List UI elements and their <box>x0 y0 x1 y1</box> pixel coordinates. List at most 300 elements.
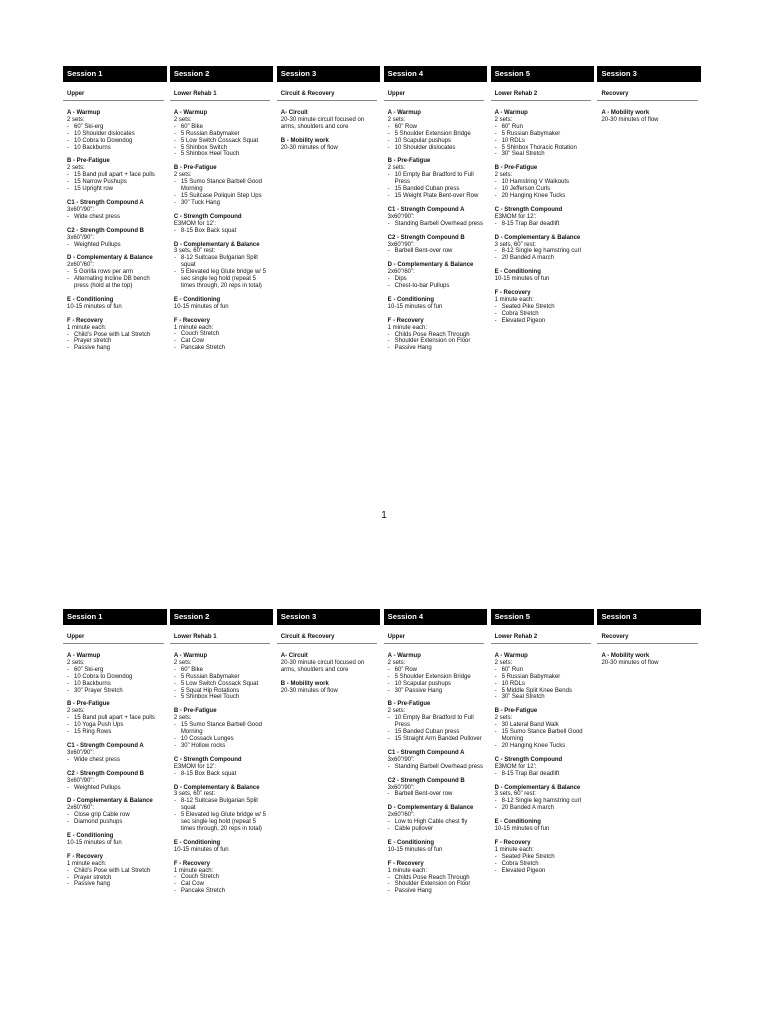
session-subtitle: Circuit & Recovery <box>277 82 378 101</box>
exercise-item <box>67 179 164 186</box>
bullet-dash: - <box>67 186 69 193</box>
bullet-dash: - <box>173 151 176 158</box>
bullet-dash: - <box>494 248 497 255</box>
exercise-text: 60” Ski-erg <box>74 666 104 673</box>
exercise-item <box>495 151 592 158</box>
bullet-dash: - <box>494 151 497 158</box>
section-note: 1 minute each: <box>67 860 107 867</box>
exercise-text: Wide chest press <box>74 756 121 763</box>
exercise-text: 30” Passive Hang <box>394 687 443 694</box>
bullet-dash: - <box>67 179 69 186</box>
exercise-item <box>174 888 271 895</box>
workout-section <box>67 771 164 792</box>
section-title: A - Mobility work <box>601 653 650 659</box>
exercise-item <box>174 269 271 290</box>
bullet-dash: - <box>173 881 176 888</box>
exercise-item <box>67 681 164 688</box>
workout-section <box>174 242 271 290</box>
section-title: D - Complementary & Balance <box>173 784 260 791</box>
bullet-dash: - <box>67 172 69 179</box>
session-body <box>277 644 384 695</box>
exercise-text: 10 Empty Bar Bradford to Full Press <box>394 715 474 729</box>
section-note: 10-15 minutes of fun <box>67 303 122 310</box>
exercise-text: 5 Middle Split Knee Bends <box>501 687 572 694</box>
session-body <box>384 101 491 352</box>
exercise-text: Low to High Cable chest fly <box>394 819 468 826</box>
session-subtitle: Lower Rehab 2 <box>491 625 592 644</box>
section-title: F - Recovery <box>494 839 531 846</box>
bullet-dash: - <box>67 680 69 687</box>
section-note: 2 sets: <box>387 659 406 666</box>
section-note: 2x60”/60”: <box>67 805 95 812</box>
section-title: B - Pre-Fatigue <box>494 708 538 715</box>
exercise-item <box>67 757 164 764</box>
section-title: C - Strength Compound <box>173 756 242 763</box>
workout-section <box>281 138 378 152</box>
workout-section <box>67 653 164 694</box>
section-title: B - Mobility work <box>280 680 329 687</box>
bullet-dash: - <box>387 248 390 255</box>
exercise-item <box>388 688 485 695</box>
section-title: E - Conditioning <box>387 296 434 303</box>
bullet-dash: - <box>67 144 69 151</box>
exercise-item <box>174 331 271 338</box>
bullet-dash: - <box>173 666 176 673</box>
exercise-text: 8-12 Single leg hamstring curl <box>501 248 581 255</box>
section-note: 2 sets: <box>494 715 513 722</box>
section-title: C1 - Strength Compound A <box>387 206 465 213</box>
workout-section <box>388 778 485 799</box>
bullet-dash: - <box>494 673 497 680</box>
workout-section <box>495 269 592 283</box>
exercise-item <box>388 221 485 228</box>
exercise-text: 15 Sumo Stance Barbell Good Morning <box>180 179 262 193</box>
exercise-text: 10 Shoulder dislocates <box>394 144 456 151</box>
exercise-item <box>67 338 164 345</box>
bullet-dash: - <box>387 283 390 290</box>
exercise-text: 15 Ring Rows <box>74 729 112 736</box>
section-note: 3x60”/90”: <box>67 206 95 213</box>
exercise-text: 20 Hanging Knee Tucks <box>501 192 566 199</box>
exercise-item <box>495 861 592 868</box>
workout-section <box>495 708 592 749</box>
session-subtitle: Recovery <box>597 82 698 101</box>
bullet-dash: - <box>494 186 497 193</box>
section-title: A - Warmup <box>494 653 528 659</box>
section-note: 1 minute each: <box>173 867 214 874</box>
exercise-item <box>495 743 592 750</box>
section-title: B - Pre-Fatigue <box>173 708 217 715</box>
bullet-dash: - <box>387 144 390 151</box>
section-note: 10-15 minutes of fun <box>387 303 443 310</box>
exercise-text: Prayer stretch <box>74 874 112 881</box>
section-note: 20-30 minutes of flow <box>280 687 338 694</box>
session-column <box>277 66 384 359</box>
exercise-text: 60” Run <box>501 666 523 673</box>
exercise-text: 20 Banded A march <box>501 255 554 262</box>
session-column <box>277 609 384 902</box>
bullet-dash: - <box>494 310 497 317</box>
exercise-text: Close grip Cable row <box>74 812 130 819</box>
exercise-text: 5 Shoulder Extension Bridge <box>394 130 471 137</box>
workout-section <box>67 255 164 290</box>
exercise-item <box>67 276 164 290</box>
exercise-item <box>67 214 164 221</box>
bullet-dash: - <box>494 130 497 137</box>
exercise-text: 10 Backburns <box>74 144 111 151</box>
section-title: A - Warmup <box>387 110 421 116</box>
session-header: Session 1 <box>63 66 167 82</box>
exercise-text: 15 Sumo Stance Barbell Good Morning <box>180 722 262 736</box>
workout-section <box>174 653 271 701</box>
exercise-item <box>67 875 164 882</box>
bullet-dash: - <box>494 255 497 262</box>
exercise-item <box>67 269 164 276</box>
exercise-text: 60” Row <box>394 123 418 130</box>
bullet-dash: - <box>387 331 390 338</box>
bullet-dash: - <box>173 130 176 137</box>
section-note: 1 minute each: <box>173 324 214 331</box>
bullet-dash: - <box>494 694 497 701</box>
bullet-dash: - <box>173 798 176 805</box>
workout-section <box>495 819 592 833</box>
workout-section <box>388 110 485 151</box>
bullet-dash: - <box>387 888 390 895</box>
exercise-item <box>388 248 485 255</box>
exercise-text: 10 Cobra to Downdog <box>74 673 133 680</box>
section-note: 10-15 minutes of fun <box>387 846 443 853</box>
exercise-item <box>388 715 485 729</box>
session-header: Session 3 <box>597 66 701 82</box>
exercise-item <box>67 242 164 249</box>
bullet-dash: - <box>173 735 176 742</box>
exercise-text: 30” Seal Stretch <box>501 151 545 158</box>
exercise-text: Barbell Bent-over row <box>394 791 453 798</box>
bullet-dash: - <box>173 144 176 151</box>
exercise-text: 30” Hollow rocks <box>180 742 226 749</box>
workout-section <box>174 757 271 778</box>
section-note: 20-30 minutes of flow <box>601 116 659 123</box>
section-note: 20-30 minute circuit focused on arms, shoulders and core <box>280 116 365 130</box>
section-note: 3x60”/90”: <box>387 784 415 791</box>
exercise-text: 5 Elevated leg Glute bridge w/ 5 sec single leg hold (repeat 5 times through, 20 reps in total) <box>180 269 266 289</box>
exercise-text: 30” Seal Stretch <box>501 694 545 701</box>
exercise-text: 5 Russian Babymaker <box>180 130 240 137</box>
bullet-dash: - <box>67 687 69 694</box>
section-note: 3 sets, 60” rest: <box>173 248 216 255</box>
bullet-dash: - <box>67 756 69 763</box>
workout-section <box>388 750 485 771</box>
bullet-dash: - <box>387 666 390 673</box>
exercise-text: 5 Shinbox Heel Touch <box>180 694 240 701</box>
exercise-item <box>388 736 485 743</box>
exercise-item <box>67 345 164 352</box>
exercise-text: 8-12 Single leg hamstring curl <box>501 798 581 805</box>
exercise-text: 10 Cobra to Downdog <box>74 137 133 144</box>
exercise-text: 15 Suitcase Poliquin Step Ups <box>180 192 262 199</box>
workout-section <box>174 214 271 235</box>
section-note: 1 minute each: <box>387 324 428 331</box>
workout-section <box>67 110 164 151</box>
bullet-dash: - <box>387 687 390 694</box>
section-title: F - Recovery <box>67 853 104 860</box>
session-column <box>597 609 704 902</box>
session-header: Session 2 <box>170 609 274 625</box>
section-title: B - Pre-Fatigue <box>494 165 538 172</box>
section-title: C2 - Strength Compound B <box>67 227 144 234</box>
exercise-item <box>495 854 592 861</box>
bullet-dash: - <box>387 680 390 687</box>
exercise-item <box>388 819 485 826</box>
section-note: 3x60”/90”: <box>67 749 95 756</box>
workout-section <box>174 861 271 896</box>
exercise-text: Alternating Incline DB bench press (hold at the top) <box>74 276 150 290</box>
bullet-dash: - <box>494 192 497 199</box>
bullet-dash: - <box>494 179 497 186</box>
exercise-item <box>495 688 592 695</box>
exercise-text: 10 Cossack Lunges <box>180 735 234 742</box>
exercise-text: Passive hang <box>74 345 111 352</box>
section-note: 20-30 minute circuit focused on arms, shoulders and core <box>280 659 365 673</box>
section-title: A - Warmup <box>387 653 421 659</box>
bullet-dash: - <box>494 220 497 227</box>
section-title: B - Pre-Fatigue <box>67 158 110 165</box>
session-body <box>597 644 704 667</box>
bullet-dash: - <box>67 881 69 888</box>
bullet-dash: - <box>173 770 176 777</box>
exercise-item <box>388 124 485 131</box>
workout-section <box>388 318 485 353</box>
exercise-item <box>388 172 485 186</box>
exercise-item <box>174 193 271 200</box>
exercise-text: 8-12 Suitcase Bulgarian Split squat <box>180 798 258 812</box>
exercise-text: Elevated Pigeon <box>501 317 546 324</box>
bullet-dash: - <box>173 673 176 680</box>
session-body <box>597 101 704 124</box>
bullet-dash: - <box>173 345 176 352</box>
section-title: B - Mobility work <box>280 137 329 144</box>
exercise-text: 5 Shinbox Switch <box>180 144 227 151</box>
bullet-dash: - <box>387 130 390 137</box>
workout-section <box>67 798 164 826</box>
exercise-item <box>174 131 271 138</box>
session-header: Session 4 <box>384 609 488 625</box>
exercise-text: 15 Narrow Pushups <box>74 179 127 186</box>
bullet-dash: - <box>387 715 390 722</box>
exercise-item <box>174 771 271 778</box>
exercise-text: Couch Stretch <box>180 331 219 338</box>
section-note: 10-15 minutes of fun <box>494 826 550 833</box>
section-title: E - Conditioning <box>67 296 114 303</box>
exercise-text: Standing Barbell Overhead press <box>394 763 484 770</box>
session-body <box>384 644 491 895</box>
workout-section <box>388 653 485 694</box>
bullet-dash: - <box>494 729 497 736</box>
section-title: E - Conditioning <box>494 819 541 826</box>
exercise-item <box>495 138 592 145</box>
section-title: A- Circuit <box>280 653 308 659</box>
bullet-dash: - <box>494 853 497 860</box>
exercise-item <box>174 667 271 674</box>
exercise-text: 5 Low Switch Cossack Squat <box>180 680 259 687</box>
exercise-text: 15 Banded Cuban press <box>394 729 460 736</box>
section-title: D - Complementary & Balance <box>494 234 581 241</box>
bullet-dash: - <box>387 186 390 193</box>
section-note: 2 sets: <box>387 116 406 123</box>
bullet-dash: - <box>494 860 497 867</box>
bullet-dash: - <box>67 867 69 874</box>
exercise-item <box>388 681 485 688</box>
exercise-item <box>174 722 271 736</box>
bullet-dash: - <box>494 687 497 694</box>
workout-section <box>67 297 164 311</box>
bullet-dash: - <box>173 331 176 338</box>
exercise-text: Diamond pushups <box>74 819 123 826</box>
section-title: E - Conditioning <box>494 269 541 276</box>
bullet-dash: - <box>387 172 390 179</box>
exercise-item <box>67 722 164 729</box>
exercise-item <box>495 722 592 729</box>
section-title: B - Pre-Fatigue <box>387 701 431 708</box>
section-note: 2 sets: <box>494 116 513 123</box>
exercise-item <box>67 674 164 681</box>
bullet-dash: - <box>387 338 390 345</box>
section-note: 3x60”/90”: <box>67 777 95 784</box>
exercise-item <box>495 868 592 875</box>
exercise-item <box>495 131 592 138</box>
workout-section <box>388 701 485 742</box>
exercise-item <box>67 131 164 138</box>
workout-section <box>174 785 271 833</box>
bullet-dash: - <box>67 729 69 736</box>
exercise-text: 8-15 Box Back squat <box>180 770 237 777</box>
exercise-item <box>67 332 164 339</box>
section-title: D - Complementary & Balance <box>387 262 474 269</box>
bullet-dash: - <box>387 192 390 199</box>
workout-section <box>67 833 164 847</box>
section-note: 2 sets: <box>67 708 85 715</box>
bullet-dash: - <box>67 715 69 722</box>
exercise-item <box>495 145 592 152</box>
section-title: D - Complementary & Balance <box>494 784 581 791</box>
session-column <box>170 66 277 359</box>
bullet-dash: - <box>494 680 497 687</box>
section-note: 3x60”/90”: <box>67 234 95 241</box>
section-title: E - Conditioning <box>67 833 114 840</box>
exercise-item <box>495 255 592 262</box>
exercise-text: 8-15 Trap Bar deadlift <box>501 220 560 227</box>
exercise-text: 5 Shinbox Thoracic Rotation <box>501 144 577 151</box>
session-subtitle: Upper <box>384 625 485 644</box>
bullet-dash: - <box>67 784 69 791</box>
bullet-dash: - <box>387 791 390 798</box>
exercise-item <box>174 345 271 352</box>
section-note: 2 sets: <box>387 165 406 172</box>
exercise-item <box>388 888 485 895</box>
exercise-text: 10 Jefferson Curls <box>501 186 551 193</box>
exercise-item <box>67 172 164 179</box>
exercise-item <box>174 874 271 881</box>
session-column <box>384 66 491 359</box>
section-note: 2 sets: <box>67 165 85 172</box>
session-subtitle: Circuit & Recovery <box>277 625 378 644</box>
section-note: 2 sets: <box>173 715 192 722</box>
exercise-item <box>67 138 164 145</box>
bullet-dash: - <box>173 874 176 881</box>
bullet-dash: - <box>67 241 69 248</box>
bullet-dash: - <box>387 345 390 352</box>
exercise-text: 60” Bike <box>180 666 203 673</box>
exercise-text: 20 Banded A march <box>501 805 554 812</box>
exercise-text: 15 Weight Plate Bent-over Row <box>394 192 479 199</box>
exercise-text: 8-12 Suitcase Bulgarian Split squat <box>180 255 258 269</box>
session-header: Session 1 <box>63 609 167 625</box>
section-title: A - Warmup <box>67 653 101 659</box>
exercise-item <box>388 145 485 152</box>
workout-section <box>174 318 271 353</box>
bullet-dash: - <box>494 798 497 805</box>
exercise-item <box>388 332 485 339</box>
exercise-item <box>388 186 485 193</box>
bullet-dash: - <box>67 874 69 881</box>
section-title: D - Complementary & Balance <box>67 798 153 805</box>
exercise-item <box>67 715 164 722</box>
exercise-item <box>495 674 592 681</box>
exercise-item <box>388 131 485 138</box>
exercise-text: 60” Bike <box>180 123 203 130</box>
exercise-text: Passive Hang <box>394 888 432 895</box>
program-page-2 <box>63 609 706 902</box>
exercise-item <box>495 304 592 311</box>
exercise-item <box>495 694 592 701</box>
section-note: 20-30 minutes of flow <box>601 659 659 666</box>
section-note: 3 sets, 60” rest: <box>494 791 536 798</box>
session-body <box>63 644 170 888</box>
bullet-dash: - <box>173 123 176 130</box>
bullet-dash: - <box>387 137 390 144</box>
exercise-text: Weighted Pullups <box>74 241 121 248</box>
exercise-item <box>495 798 592 805</box>
exercise-item <box>67 145 164 152</box>
session-subtitle: Lower Rehab 1 <box>170 82 271 101</box>
session-header: Session 3 <box>277 66 381 82</box>
exercise-text: 5 Gorilla rows per arm <box>74 269 134 276</box>
bullet-dash: - <box>494 805 497 812</box>
exercise-item <box>174 255 271 269</box>
exercise-text: 15 Banded Cuban press <box>394 186 460 193</box>
bullet-dash: - <box>67 673 69 680</box>
exercise-item <box>67 667 164 674</box>
workout-section <box>174 840 271 854</box>
exercise-item <box>495 193 592 200</box>
section-title: A- Circuit <box>280 110 308 116</box>
session-body <box>491 101 598 325</box>
exercise-text: Cat Cow <box>180 338 204 345</box>
section-note: 3x60”/90”: <box>387 241 415 248</box>
exercise-text: 30” Tuck Hang <box>180 199 220 206</box>
exercise-item <box>495 179 592 186</box>
section-note: 2x60”/60”: <box>387 269 415 276</box>
section-note: 3 sets, 60” rest: <box>173 791 216 798</box>
session-subtitle: Upper <box>63 82 164 101</box>
bullet-dash: - <box>173 269 176 276</box>
exercise-text: Seated Pike Stretch <box>501 303 555 310</box>
section-note: 1 minute each: <box>494 846 534 853</box>
workout-section <box>495 165 592 200</box>
bullet-dash: - <box>387 881 390 888</box>
exercise-item <box>388 138 485 145</box>
exercise-item <box>174 743 271 750</box>
